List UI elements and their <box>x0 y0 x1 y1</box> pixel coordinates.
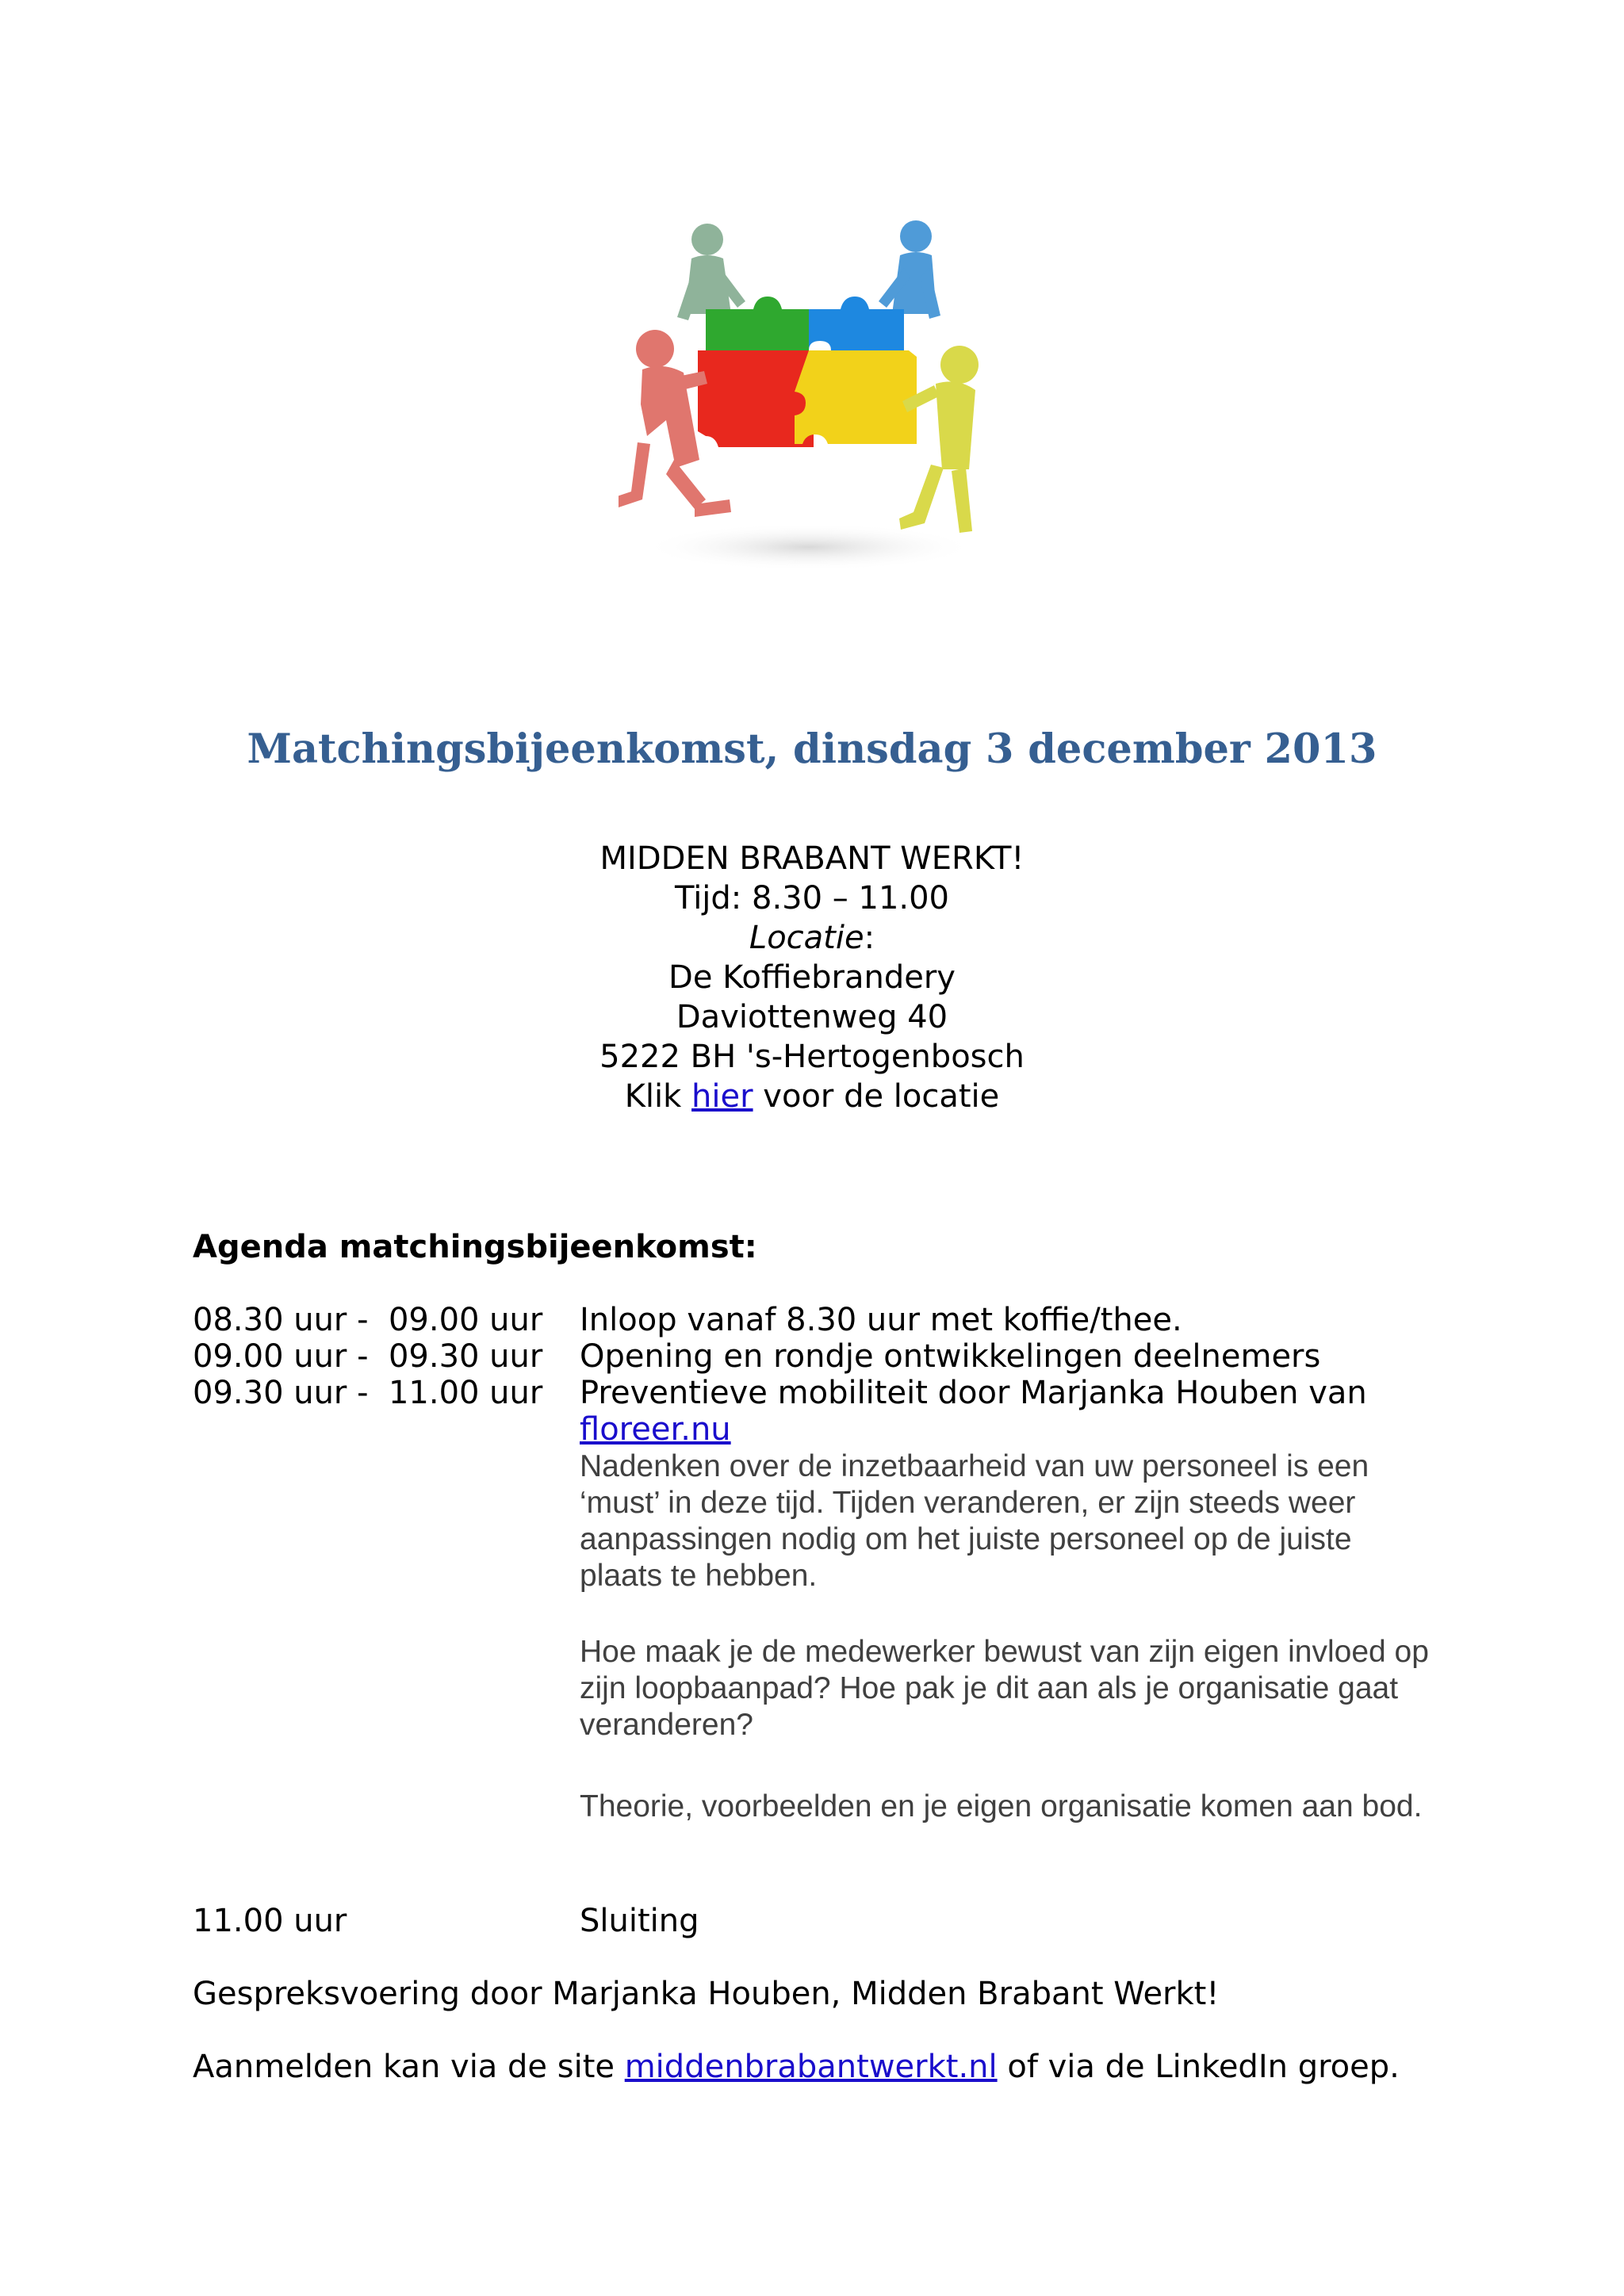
signup-site-link[interactable]: middenbrabantwerkt.nl <box>624 2049 998 2085</box>
agenda-item-time: 09.30 uur - 11.00 uur <box>193 1375 543 1411</box>
agenda-item-desc: Opening en rondje ontwikkelingen deelnemers <box>580 1338 1321 1375</box>
agenda-detail-paragraph: Theorie, voorbeelden en je eigen organisatie komen aan bod. <box>580 1789 1423 1823</box>
signup-line <box>193 2047 1400 2087</box>
location-label-line <box>0 918 1624 958</box>
agenda-item-desc-text: Preventieve mobiliteit door Marjanka Houben van <box>580 1375 1367 1411</box>
moderator-line: Gespreksvoering door Marjanka Houben, Midden Brabant Werkt! <box>193 1976 1220 2012</box>
agenda-detail-paragraph: Nadenken over de inzetbaarheid van uw personeel is een ‘must’ in deze tijd. Tijden veranderen, er zijn steeds weer aanpassingen nodig om het juiste personeel op de juiste plaats te hebben. <box>580 1449 1369 1593</box>
agenda-item-desc: Inloop vanaf 8.30 uur met koffie/thee. <box>580 1302 1182 1338</box>
map-prefix: Klik <box>624 1078 692 1115</box>
map-suffix: voor de locatie <box>753 1078 1000 1115</box>
agenda-item-time: 09.00 uur - 09.30 uur <box>193 1338 543 1375</box>
page-title: Matchingsbijeenkomst, dinsdag 3 december 2013 <box>247 725 1377 773</box>
agenda-item-desc <box>580 1375 1460 1448</box>
venue-name: De Koffiebrandery <box>668 959 956 996</box>
signup-prefix: Aanmelden kan via de site <box>193 2049 625 2085</box>
agenda-heading: Agenda matchingsbijeenkomst: <box>193 1229 757 1265</box>
signup-suffix: of via de LinkedIn groep. <box>997 2049 1400 2085</box>
map-line <box>0 1077 1624 1116</box>
agenda-item-desc: Sluiting <box>580 1903 699 1939</box>
organisation-name: MIDDEN BRABANT WERKT! <box>599 840 1025 877</box>
map-link[interactable]: hier <box>691 1078 753 1115</box>
location-colon: : <box>864 920 875 956</box>
location-label: Locatie <box>749 920 864 956</box>
venue-street: Daviottenweg 40 <box>676 999 948 1035</box>
event-time: Tijd: 8.30 – 11.00 <box>674 880 949 916</box>
event-info <box>0 839 1624 1116</box>
agenda-item-time: 11.00 uur <box>193 1903 347 1939</box>
agenda-item-time: 08.30 uur - 09.00 uur <box>193 1302 543 1338</box>
puzzle-team-icon <box>619 206 999 579</box>
floreer-link[interactable]: floreer.nu <box>580 1411 731 1448</box>
agenda-detail-paragraph: Hoe maak je de medewerker bewust van zijn eigen invloed op zijn loopbaanpad? Hoe pak je dit aan als je organisatie gaat veranderen? <box>580 1635 1429 1742</box>
venue-postal-city: 5222 BH 's-Hertogenbosch <box>599 1039 1025 1075</box>
